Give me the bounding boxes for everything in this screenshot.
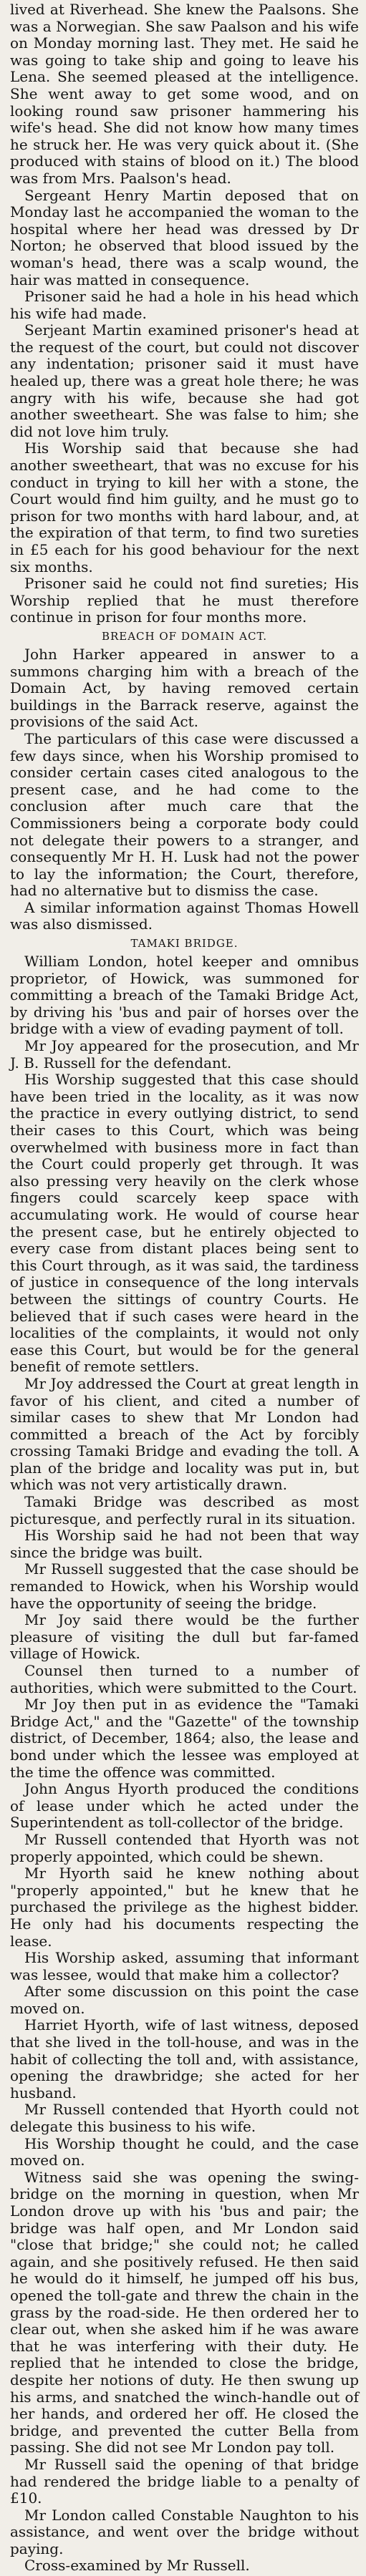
paragraph-worship-thought: His Worship thought he could, and the case moved on. bbox=[10, 2134, 359, 2169]
paragraph-joy-pleasure: Mr Joy said there would be the further pleasure of visiting the dull but far-famed village of Howick. bbox=[10, 1611, 359, 1663]
paragraph-joy-address: Mr Joy addressed the Court at great length in favor of his client, and cited a number of similar cases to shew that Mr London had committed a breach of the Act by forcibly crossing Tamaki Bridge and evading the toll. A plan of the bridge and locality was put in, but which was not very artistically drawn. bbox=[10, 1374, 359, 1494]
paragraph-hyorth-bidder: Mr Hyorth said he knew nothing about "properly appointed," but he knew that he purchased the privilege as the highest bidder. He only had his documents respecting the lease. bbox=[10, 1865, 359, 1950]
paragraph-prisoner-hole: Prisoner said he had a hole in his head which his wife had made. bbox=[10, 288, 359, 322]
paragraph-gazette-evidence: Mr Joy then put in as evidence the "Tamaki Bridge Act," and the "Gazette" of the township district, of December, 1864; also, the lease and bond under which the lessee was employed at the time the offence was committed. bbox=[10, 1696, 359, 1781]
paragraph-russell-appointment: Mr Russell contended that Hyorth was not properly appointed, which could be shewn. bbox=[10, 1830, 359, 1865]
paragraph-witness-account: Witness said she was opening the swing-bridge on the morning in question, when Mr London drove up with his 'bus and pair; the bridge was half open, and Mr London said "close that bridge;" she could not; he called again, and she positively refused. He then said he would do it himself, he jumped off his bus, opened the toll-gate and threw the chain in the grass by the road-side. He then ordered her to clear out, when she asked him if he was aware that he was interfering with their duty. He replied that he intended to close the bridge, despite her notions of duty. He then swung up his arms, and snatched the winch-handle out of her hands, and ordered her off. He closed the bridge, and prevented the cutter Bella from passing. She did not see Mr London pay toll. bbox=[10, 2168, 359, 2456]
paragraph-russell-penalty: Mr Russell said the opening of that bridge had rendered the bridge liable to a penalty of £10. bbox=[10, 2455, 359, 2507]
paragraph-worship-locality: His Worship suggested that this case should have been tried in the locality, as it was now the practice in every outlying district, to send their cases to this Court, which was being overwhelmed with business more in fact than the Court could properly get through. It was also pressing very heavily on the clerk whose fingers could scarcely keep space with accumulating work. He would of course hear the present case, but he entirely objected to every case from distant places being sent to this Court through, as it was said, the tardiness of justice in consequence of the long intervals between the sittings of country Courts. He believed that if such cases were heard in the localities of the complaints, it would not only ease this Court, but would be for the general benefit of remote settlers. bbox=[10, 1071, 359, 1376]
paragraph-harriet-hyorth: Harriet Hyorth, wife of last witness, deposed that she lived in the toll-house, and was in the habit of collecting the toll and, with assistance, opening the drawbridge; she acted for her husband. bbox=[10, 2016, 359, 2101]
paragraph-worship-not-been: His Worship said he had not been that way since the bridge was built. bbox=[10, 1527, 359, 1561]
paragraph-head-examined: Serjeant Martin examined prisoner's head at the request of the court, but could not discover any indentation; prisoner said it must have healed up, there was a great hole there; he was angry with his wife, because she had got another sweetheart. She was false to him; she did not love him truly. bbox=[10, 321, 359, 440]
paragraph-opening: lived at Riverhead. She knew the Paalsons. She was a Norwegian. She saw Paalson and his wife on Monday morning last. They met. He said he was going to take ship and going to leave his Lena. She seemed pleased at the intelligence. She went away to get some wood, and on looking round saw prisoner hammering his wife's head. She did not know how many times he struck her. He was very quick about it. (She produced with stains of blood on it.) The blood was from Mrs. Paalson's head. bbox=[10, 1, 359, 187]
heading-tamaki-bridge: TAMAKI BRIDGE. bbox=[130, 937, 239, 951]
paragraph-hyorth-lease: John Angus Hyorth produced the conditions of lease under which he acted under the Superintendent as toll-collector of the bridge. bbox=[10, 1780, 359, 1832]
paragraph-worship-sentence: His Worship said that because she had another sweetheart, that was no excuse for his conduct in trying to kill her with a stone, the Court would find him guilty, and he must go to prison for two months with hard labour, and, at the expiration of that term, to find two sureties in £5 each for his good behaviour for the next six months. bbox=[10, 439, 359, 575]
paragraph-discussion: After some discussion on this point the case moved on. bbox=[10, 1983, 359, 2017]
paragraph-howell-dismissed: A similar information against Thomas Howell was also dismissed. bbox=[10, 898, 359, 933]
paragraph-counsel-appeared: Mr Joy appeared for the prosecution, and Mr J. B. Russell for the defendant. bbox=[10, 1037, 359, 1071]
paragraph-martin-evidence: Sergeant Henry Martin deposed that on Monday last he accompanied the woman to the hospital where her head was dressed by Dr Norton; he observed that blood issued by the woman's head, there was a scalp wound, the hair was matted in consequence. bbox=[10, 186, 359, 288]
paragraph-harker-summons: John Harker appeared in answer to a summons charging him with a breach of the Domain Act, by having removed certain buildings in the Barrack reserve, against the provisions of the said Act. bbox=[10, 645, 359, 731]
paragraph-sureties: Prisoner said he could not find sureties; His Worship replied that he must therefore continue in prison for four months more. bbox=[10, 575, 359, 626]
paragraph-cross-examined: Cross-examined by Mr Russell. bbox=[24, 2557, 250, 2575]
paragraph-particulars: The particulars of this case were discussed a few days since, when his Worship promised to consider certain cases cited analogous to the present case, and he had come to the conclusion after much care that the Commissioners being a corporate body could not delegate their powers to a stranger, and consequently Mr H. H. Lusk had not the power to lay the information; the Court, therefore, had no alternative but to dismiss the case. bbox=[10, 729, 359, 900]
paragraph-authorities: Counsel then turned to a number of authorities, which were submitted to the Court. bbox=[10, 1662, 359, 1696]
heading-breach-of-domain-act: BREACH OF DOMAIN ACT. bbox=[101, 629, 268, 643]
paragraph-worship-collector: His Worship asked, assuming that informant was lessee, would that make him a collector? bbox=[10, 1949, 359, 1983]
paragraph-london-summons: William London, hotel keeper and omnibus proprietor, of Howick, was summoned for committing a breach of the Tamaki Bridge Act, by driving his 'bus and pair of horses over the bridge with a view of evading payment of toll. bbox=[10, 953, 359, 1038]
paragraph-russell-delegate: Mr Russell contended that Hyorth could not delegate this business to his wife. bbox=[10, 2101, 359, 2136]
paragraph-russell-remand: Mr Russell suggested that the case should be remanded to Howick, when his Worship would have the opportunity of seeing the bridge. bbox=[10, 1560, 359, 1612]
paragraph-bridge-described: Tamaki Bridge was described as most picturesque, and perfectly rural in its situation. bbox=[10, 1493, 359, 1527]
paragraph-naughton: Mr London called Constable Naughton to his assistance, and went over the bridge without paying. bbox=[10, 2506, 359, 2557]
